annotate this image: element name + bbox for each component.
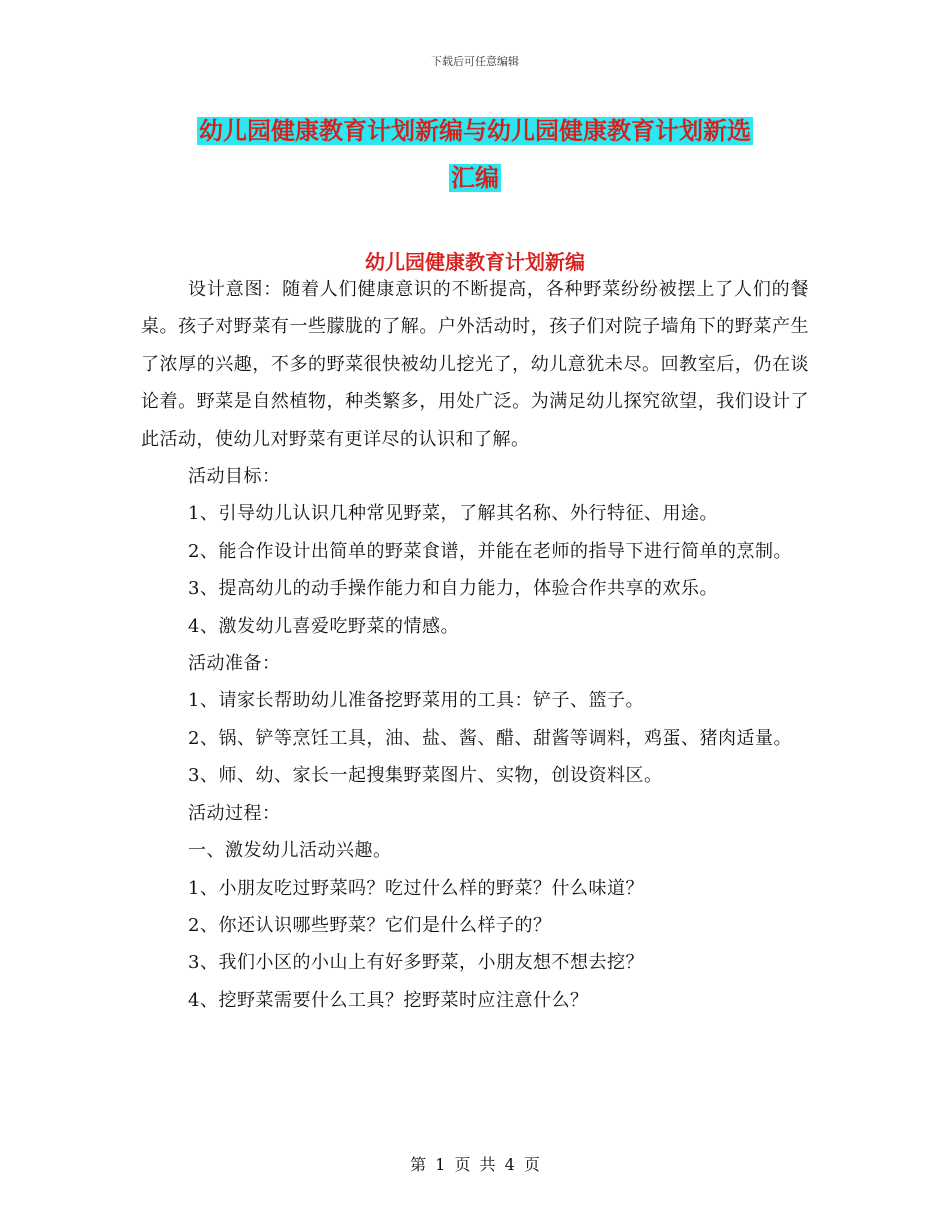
paragraph: 1、引导幼儿认识几种常见野菜，了解其名称、外行特征、用途。 (188, 503, 718, 525)
title-line-1: 幼儿园健康教育计划新编与幼儿园健康教育计划新选 (199, 117, 751, 145)
paragraph: 活动目标： (188, 466, 281, 488)
paragraph-design-intent: 设计意图：随着人们健康意识的不断提高，各种野菜纷纷被摆上了人们的餐桌。孩子对野菜有一些朦胧的了解。户外活动时，孩子们对院子墙角下的野菜产生了浓厚的兴趣，不多的野菜很快被幼儿挖光了，幼儿意犹未尽。回教室后，仍在谈论着。野菜是自然植物，种类繁多，用处广泛。为满足幼儿探究欲望，我们设计了此活动，使幼儿对野菜有更详尽的认识和了解。 (141, 279, 809, 450)
page-header: 下载后可任意编辑 (431, 55, 519, 68)
paragraph: 3、提高幼儿的动手操作能力和自力能力，体验合作共享的欢乐。 (188, 578, 718, 600)
section-title: 幼儿园健康教育计划新编 (365, 250, 585, 274)
paragraph: 3、师、幼、家长一起搜集野菜图片、实物，创设资料区。 (188, 765, 663, 787)
page-footer: 第 1 页 共 4 页 (410, 1155, 540, 1174)
paragraph: 1、小朋友吃过野菜吗？吃过什么样的野菜？什么味道？ (188, 877, 644, 899)
paragraph: 4、挖野菜需要什么工具？挖野菜时应注意什么？ (188, 989, 589, 1011)
paragraph: 3、我们小区的小山上有好多野菜，小朋友想不想去挖？ (188, 952, 644, 974)
paragraph: 1、请家长帮助幼儿准备挖野菜用的工具：铲子、篮子。 (188, 690, 644, 712)
paragraph: 活动过程： (188, 802, 281, 824)
paragraph: 2、你还认识哪些野菜？它们是什么样子的？ (188, 914, 552, 936)
title-line-2: 汇编 (451, 164, 499, 192)
paragraph: 一、激发幼儿活动兴趣。 (188, 840, 392, 862)
document-title (140, 108, 810, 202)
paragraph: 2、锅、铲等烹饪工具，油、盐、酱、醋、甜酱等调料，鸡蛋、猪肉适量。 (188, 727, 792, 749)
paragraph: 活动准备： (188, 653, 281, 675)
paragraph: 4、激发幼儿喜爱吃野菜的情感。 (188, 615, 459, 637)
document-body (141, 271, 809, 1019)
paragraph: 2、能合作设计出简单的野菜食谱，并能在老师的指导下进行简单的烹制。 (188, 540, 792, 562)
